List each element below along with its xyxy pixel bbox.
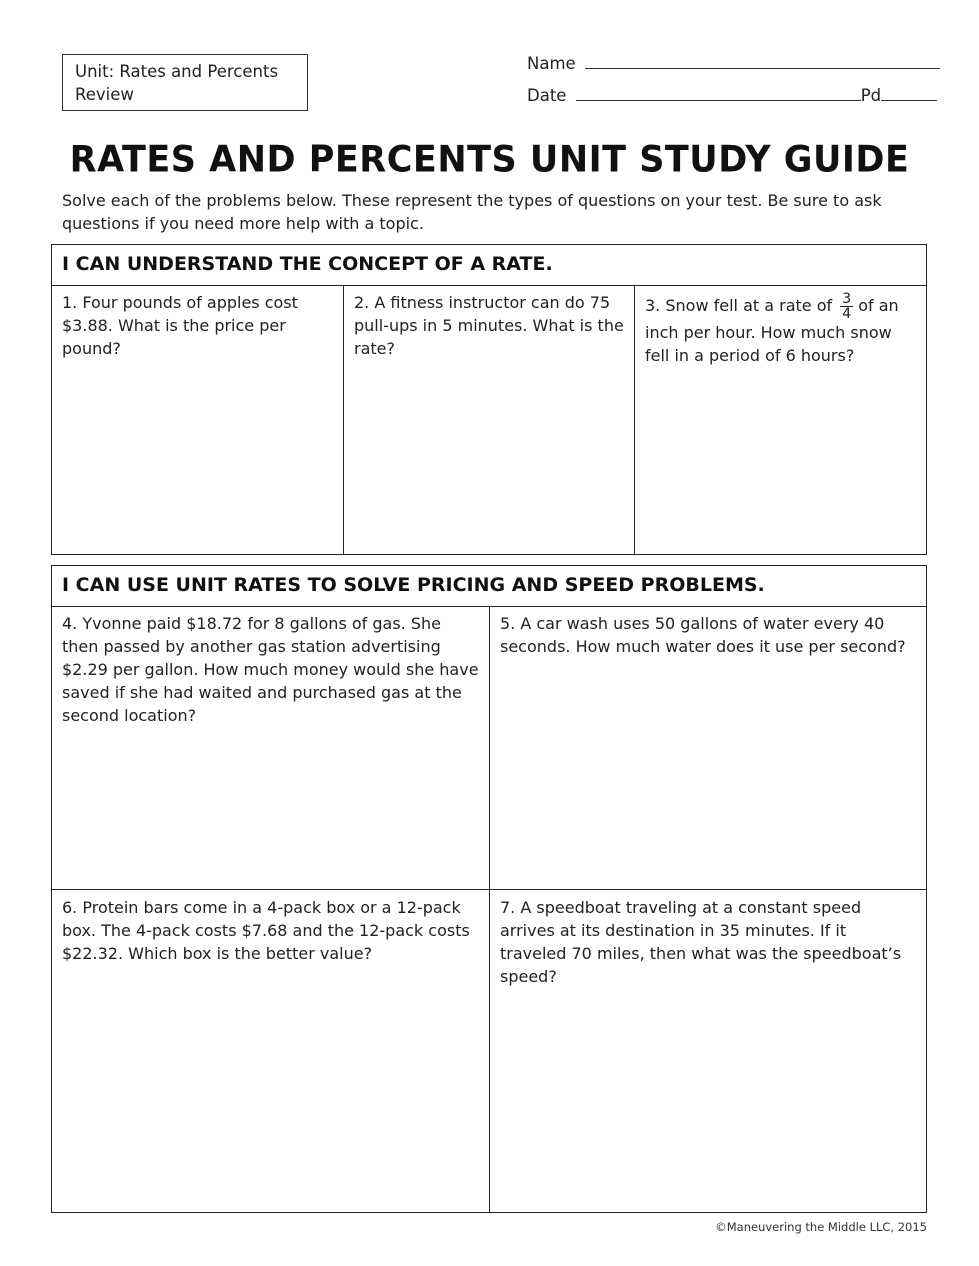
period-label: Pd	[860, 86, 882, 105]
divider	[52, 889, 926, 890]
problem-7: 7. A speedboat traveling at a constant speed arrives at its destination in 35 minutes. If it traveled 70 miles, then what was the speedboat’s speed?	[500, 898, 902, 986]
fraction-three-fourths	[840, 292, 853, 321]
name-label: Name	[527, 54, 576, 73]
unit-box	[62, 54, 308, 111]
problem-3-text-end: of an inch per hour. How much snow fell in a period of 6 hours?	[645, 296, 899, 365]
fraction-numerator: 3	[842, 291, 852, 307]
problem-4: 4. Yvonne paid $18.72 for 8 gallons of gas. She then passed by another gas station advertising $2.29 per gallon. How much money would she have saved if she had waited and purchased gas at the second location?	[62, 614, 479, 725]
section-unit-rates	[51, 565, 927, 1213]
section-rate-concept	[51, 244, 927, 555]
problem-3	[635, 286, 925, 554]
period-field[interactable]	[881, 84, 937, 101]
date-row	[527, 84, 937, 105]
fraction-denominator: 4	[842, 306, 852, 322]
name-field[interactable]	[585, 52, 940, 69]
unit-label-review: Review	[75, 85, 134, 104]
date-label: Date	[527, 86, 567, 105]
section-heading: I CAN UNDERSTAND THE CONCEPT OF A RATE.	[52, 245, 926, 286]
copyright: ©Maneuvering the Middle LLC, 2015	[715, 1220, 927, 1234]
date-field[interactable]	[576, 84, 861, 101]
problem-5: 5. A car wash uses 50 gallons of water every 40 seconds. How much water does it use per second?	[500, 614, 906, 656]
unit-label: Unit: Rates and Percents	[75, 62, 279, 81]
instructions: Solve each of the problems below. These represent the types of questions on your test. Be sure to ask questions if you need more help with a topic.	[62, 191, 882, 233]
problem-3-text-start: 3. Snow fell at a rate of	[645, 296, 833, 315]
page-title: RATES AND PERCENTS UNIT STUDY GUIDE	[69, 139, 910, 181]
problem-2: 2. A fitness instructor can do 75 pull-ups in 5 minutes. What is the rate?	[354, 293, 624, 358]
problem-6: 6. Protein bars come in a 4-pack box or a 12-pack box. The 4-pack costs $7.68 and the 12-pack costs $22.32. Which box is the better value?	[62, 898, 470, 963]
section-heading: I CAN USE UNIT RATES TO SOLVE PRICING AND SPEED PROBLEMS.	[52, 566, 926, 607]
name-row	[527, 52, 940, 73]
problem-1: 1. Four pounds of apples cost $3.88. What is the price per pound?	[62, 293, 298, 358]
